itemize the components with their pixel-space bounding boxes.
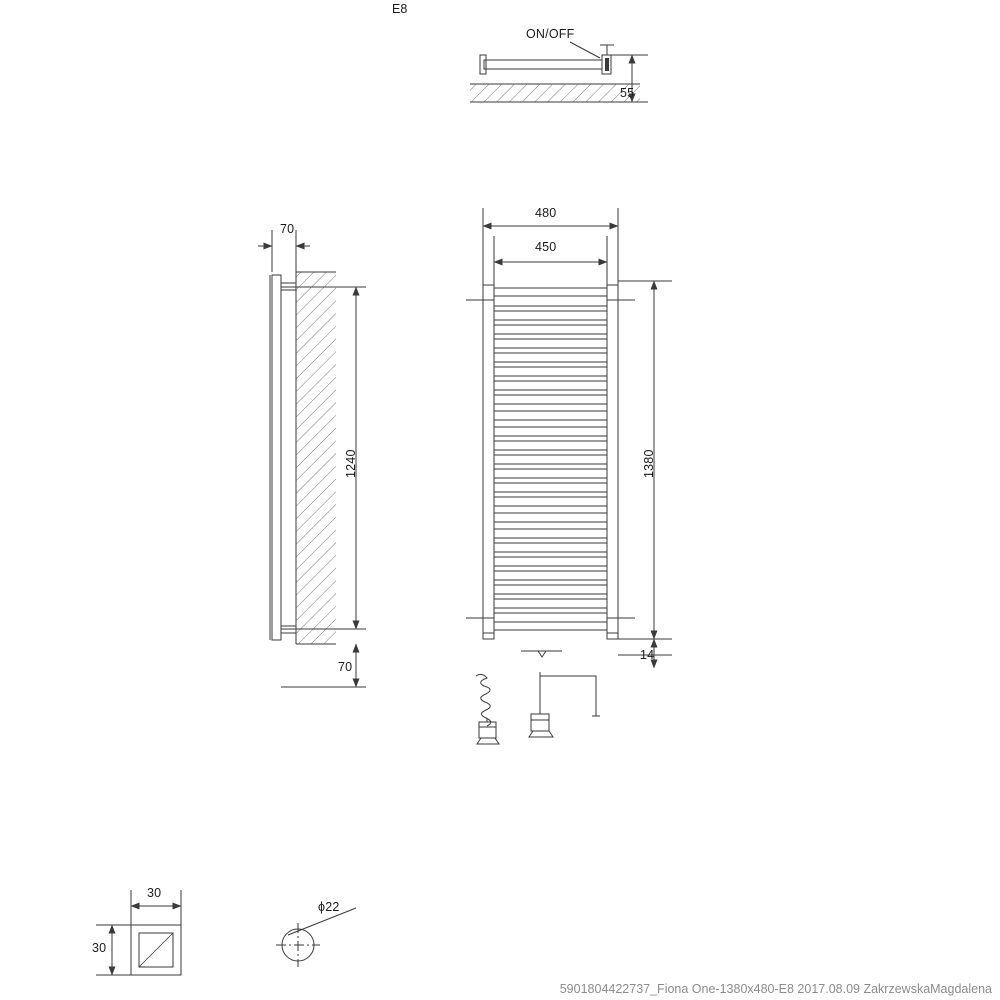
onoff-leader (570, 42, 600, 58)
dimension-1380-label: 1380 (642, 449, 656, 478)
dimension-450-label: 450 (535, 240, 557, 254)
diameter-22-label: ϕ22 (318, 900, 340, 914)
dimension-70-bottom-label: 70 (338, 660, 353, 674)
dimension-70-top (258, 230, 310, 272)
dimension-70-bottom (281, 644, 366, 687)
square-profile-geometry (131, 925, 181, 975)
dimension-1240-label: 1240 (344, 449, 358, 478)
dimension-30-width-label: 30 (147, 886, 162, 900)
side-view-geometry (270, 272, 336, 644)
dimension-480-label: 480 (535, 206, 557, 220)
dimension-70-top-label: 70 (280, 222, 295, 236)
round-profile-geometry (276, 908, 356, 967)
variant-label: E8 (392, 2, 408, 16)
cable-plug-assembly (476, 672, 600, 744)
front-view-centre-mark (521, 651, 562, 657)
onoff-label: ON/OFF (526, 27, 575, 41)
dimension-30-height-label: 30 (92, 941, 107, 955)
front-view-bars (494, 306, 607, 613)
front-view-geometry (466, 285, 635, 639)
top-detail-geometry (470, 45, 640, 102)
dimension-55-label: 55 (620, 86, 635, 100)
drawing-footer: 5901804422737_Fiona One-1380x480-E8 2017.08.09 ZakrzewskaMagdalena (559, 982, 992, 996)
dimension-14-label: 14 (640, 648, 655, 662)
